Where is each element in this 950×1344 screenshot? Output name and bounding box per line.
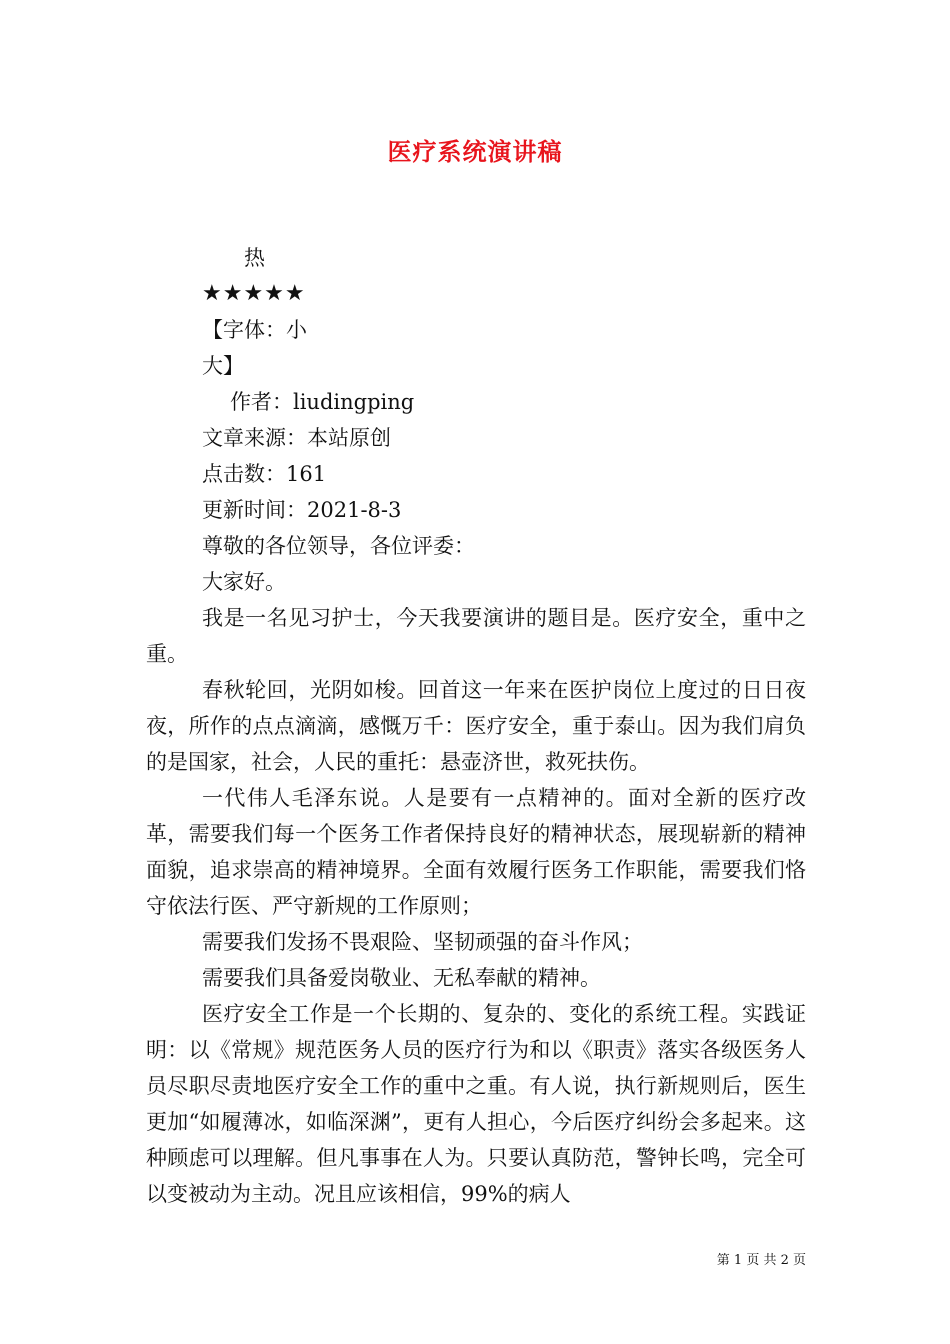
font-size-prefix: 【字体：小: [202, 318, 307, 342]
document-title: 医疗系统演讲稿: [387, 138, 563, 166]
paragraph: 我是一名见习护士，今天我要演讲的题目是。医疗安全，重中之重。: [146, 606, 806, 666]
rating-stars: ★★★★★: [202, 281, 306, 306]
hot-label: 热: [244, 246, 265, 270]
document-body: [146, 240, 806, 1212]
page-indicator: 第 1 页 共 2 页: [716, 1253, 806, 1268]
greeting: 大家好。: [202, 570, 286, 594]
paragraph: 春秋轮回，光阴如梭。回首这一年来在医护岗位上度过的日日夜夜，所作的点点滴滴，感慨万千：医疗安全，重于泰山。因为我们肩负的是国家，社会，人民的重托：悬壶济世，救死扶伤。: [146, 678, 806, 774]
paragraph: 需要我们发扬不畏艰险、坚韧顽强的奋斗作风；: [202, 930, 643, 954]
click-count: 点击数：161: [202, 462, 327, 486]
paragraph: 需要我们具备爱岗敬业、无私奉献的精神。: [202, 966, 601, 990]
author-line: 作者：liudingping: [230, 390, 415, 414]
update-time: 更新时间：2021-8-3: [202, 498, 402, 522]
font-size-suffix: 大】: [202, 354, 244, 378]
source-line: 文章来源：本站原创: [202, 426, 391, 450]
paragraph: 医疗安全工作是一个长期的、复杂的、变化的系统工程。实践证明：以《常规》规范医务人员的医疗行为和以《职责》落实各级医务人员尽职尽责地医疗安全工作的重中之重。有人说，执行新规则后，医生更加“如履薄冰，如临深渊”，更有人担心，今后医疗纠纷会多起来。这种顾虑可以理解。但凡事事在人为。只要认真防范，警钟长鸣，完全可以变被动为主动。况且应该相信，99%的病人: [146, 1002, 806, 1206]
salutation: 尊敬的各位领导，各位评委：: [202, 534, 475, 558]
paragraph: 一代伟人毛泽东说。人是要有一点精神的。面对全新的医疗改革，需要我们每一个医务工作者保持良好的精神状态，展现崭新的精神面貌，追求崇高的精神境界。全面有效履行医务工作职能，需要我们恪守依法行医、严守新规的工作原则；: [146, 786, 806, 918]
